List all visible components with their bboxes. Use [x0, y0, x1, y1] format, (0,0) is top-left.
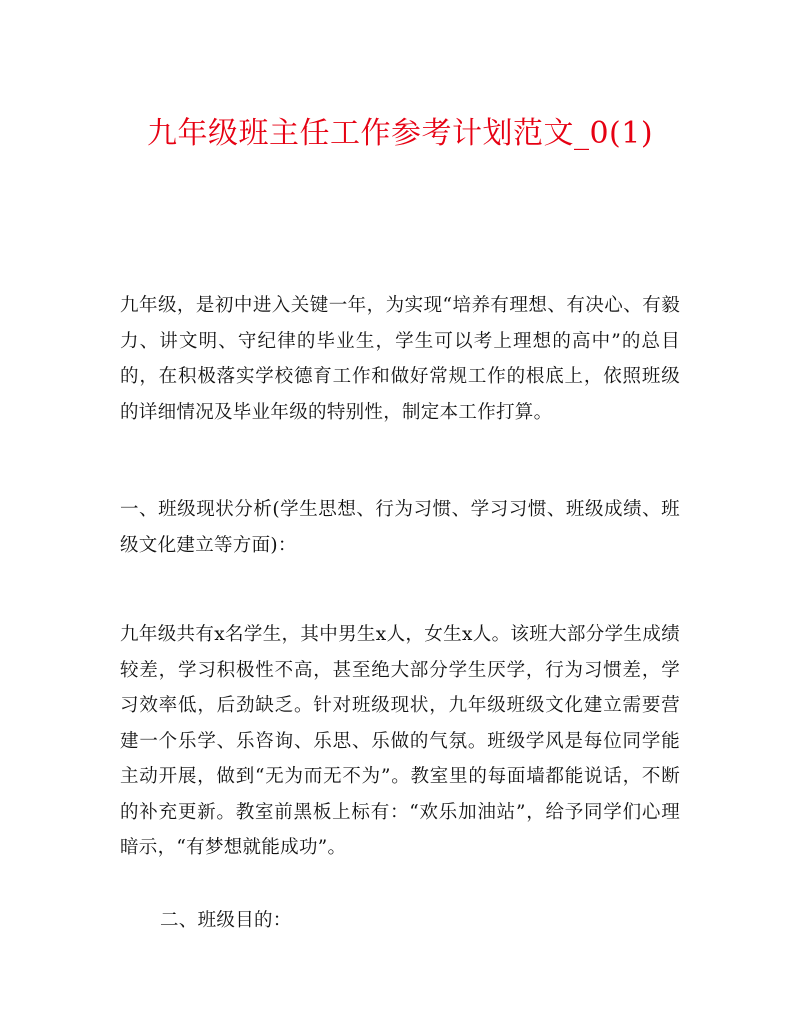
- paragraph-text: 一、班级现状分析(学生思想、行为习惯、学习习惯、班级成绩、班级文化建立等方面)：: [120, 499, 680, 556]
- analysis-paragraph: [120, 617, 680, 866]
- paragraph-text: 九年级，是初中进入关键一年，为实现“培养有理想、有决心、有毅力、讲文明、守纪律的毕业生，学生可以考上理想的高中”的总目的，在积极落实学校德育工作和做好常规工作的根底上，依照班级的详细情况及毕业年级的特别性，制定本工作打算。: [120, 295, 680, 423]
- paragraph-text: 二、班级目的：: [160, 910, 292, 931]
- document-title: 九年级班主任工作参考计划范文_0(1): [146, 116, 654, 151]
- section-heading-goals: [160, 903, 680, 939]
- paragraph-text: 九年级共有x名学生，其中男生x人，女生x人。该班大部分学生成绩较差，学习积极性不高，甚至绝大部分学生厌学，行为习惯差，学习效率低，后劲缺乏。针对班级现状，九年级班级文化建立需要营建一个乐学、乐咨询、乐思、乐做的气氛。班级学风是每位同学能主动开展，做到“无为而无不为”。教室里的每面墙都能说话，不断的补充更新。教室前黑板上标有：“欢乐加油站”，给予同学们心理暗示，“有梦想就能成功”。: [120, 624, 680, 858]
- intro-paragraph: [120, 288, 680, 430]
- section-heading-analysis: [120, 492, 680, 563]
